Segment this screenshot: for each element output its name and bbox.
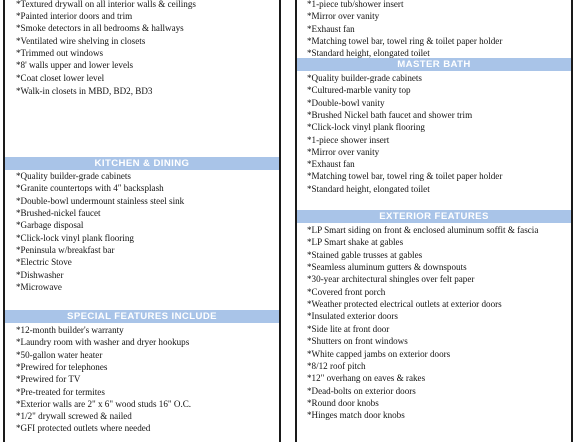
- exterior-feature-item: *30-year architectural shingles over felt paper: [307, 274, 475, 285]
- kitchen-dining-header: KITCHEN & DINING: [5, 157, 279, 170]
- general-feature-item: *Painted interior doors and trim: [16, 11, 133, 21]
- kitchen-feature-item: *Quality builder-grade cabinets: [16, 171, 131, 181]
- master-bath-feature-item: *Brushed Nickel bath faucet and shower trim: [307, 109, 473, 120]
- kitchen-feature-item: *Granite countertops with 4" backsplash: [16, 183, 164, 194]
- master-bath-feature-item: *Matching towel bar, towel ring & toilet paper holder: [307, 171, 503, 182]
- kitchen-feature-item: *Microwave: [16, 282, 62, 293]
- kitchen-feature-item: *Double-bowl undermount stainless steel sink: [16, 195, 185, 206]
- exterior-feature-item: *Seamless aluminum gutters & downspouts: [307, 262, 467, 273]
- kitchen-feature-item: *Click-lock vinyl plank flooring: [16, 232, 134, 243]
- right-feature-column: [295, 0, 573, 442]
- master-bath-header: MASTER BATH: [297, 58, 571, 71]
- general-feature-item: *Smoke detectors in all bedrooms & hallways: [16, 23, 184, 33]
- special-feature-item: *GFI protected outlets where needed: [16, 423, 151, 434]
- special-features-header: SPECIAL FEATURES INCLUDE: [5, 310, 279, 323]
- exterior-feature-item: *Weather protected electrical outlets at exterior doors: [307, 299, 502, 310]
- master-bath-feature-item: *1-piece shower insert: [307, 134, 390, 145]
- exterior-feature-item: *8/12 roof pitch: [307, 360, 366, 371]
- special-feature-item: *12-month builder's warranty: [16, 325, 124, 335]
- general-feature-item: *8' walls upper and lower levels: [16, 60, 134, 70]
- exterior-feature-item: *Insulated exterior doors: [307, 311, 398, 322]
- exterior-feature-item: *LP Smart shake at gables: [307, 237, 404, 248]
- exterior-feature-item: *Shutters on front windows: [307, 336, 408, 347]
- exterior-feature-item: *Hinges match door knobs: [307, 410, 405, 421]
- special-feature-item: *50-gallon water heater: [16, 349, 103, 360]
- master-bath-feature-item: *Double-bowl vanity: [307, 97, 385, 108]
- special-feature-item: *Prewired for TV: [16, 374, 81, 385]
- special-feature-item: *Laundry room with washer and dryer hookups: [16, 337, 190, 348]
- special-feature-item: *Exterior walls are 2" x 6" wood studs 16" O.C.: [16, 398, 192, 409]
- exterior-feature-item: *Covered front porch: [307, 286, 386, 297]
- hall-bath-feature-item: *Exhaust fan: [307, 23, 355, 34]
- master-bath-feature-item: *Quality builder-grade cabinets: [307, 73, 422, 83]
- general-feature-item: *Coat closet lower level: [16, 73, 105, 83]
- exterior-feature-item: *White capped jambs on exterior doors: [307, 348, 451, 359]
- kitchen-feature-item: *Electric Stove: [16, 257, 72, 268]
- exterior-feature-item: *Side lite at front door: [307, 323, 390, 334]
- general-feature-item: *Walk-in closets in MBD, BD2, BD3: [16, 86, 153, 96]
- general-feature-item: *Ventilated wire shelving in closets: [16, 36, 146, 46]
- special-feature-item: *Prewired for telephones: [16, 361, 108, 372]
- exterior-feature-item: *12" overhang on eaves & rakes: [307, 373, 426, 384]
- general-feature-item: *Textured drywall on all interior walls & ceilings: [16, 0, 196, 9]
- hall-bath-feature-item: *Standard height, elongated toilet: [307, 48, 430, 59]
- master-bath-feature-item: *Cultured-marble vanity top: [307, 85, 411, 96]
- special-feature-item: *Pre-treated for termites: [16, 386, 105, 397]
- exterior-features-header: EXTERIOR FEATURES: [297, 210, 571, 223]
- hall-bath-feature-item: *Mirror over vanity: [307, 11, 380, 22]
- kitchen-feature-item: *Garbage disposal: [16, 220, 84, 231]
- exterior-feature-item: *Round door knobs: [307, 397, 379, 408]
- kitchen-feature-item: *Brushed-nickel faucet: [16, 208, 101, 219]
- special-feature-item: *1/2" drywall screwed & nailed: [16, 411, 132, 422]
- exterior-feature-item: *Stained gable trusses at gables: [307, 249, 423, 260]
- hall-bath-feature-item: *1-piece tub/shower insert: [307, 0, 404, 9]
- master-bath-feature-item: *Click-lock vinyl plank flooring: [307, 122, 425, 133]
- exterior-feature-item: *Dead-bolts on exterior doors: [307, 385, 416, 396]
- hall-bath-feature-item: *Matching towel bar, towel ring & toilet paper holder: [307, 35, 503, 46]
- general-feature-item: *Trimmed out windows: [16, 48, 104, 58]
- kitchen-feature-item: *Dishwasher: [16, 269, 64, 280]
- master-bath-feature-item: *Standard height, elongated toilet: [307, 183, 430, 194]
- kitchen-feature-item: *Peninsula w/breakfast bar: [16, 245, 115, 256]
- exterior-feature-item: *LP Smart siding on front & enclosed aluminum soffit & fascia: [307, 225, 539, 235]
- left-feature-column: [3, 0, 281, 442]
- master-bath-feature-item: *Mirror over vanity: [307, 146, 380, 157]
- master-bath-feature-item: *Exhaust fan: [307, 159, 355, 170]
